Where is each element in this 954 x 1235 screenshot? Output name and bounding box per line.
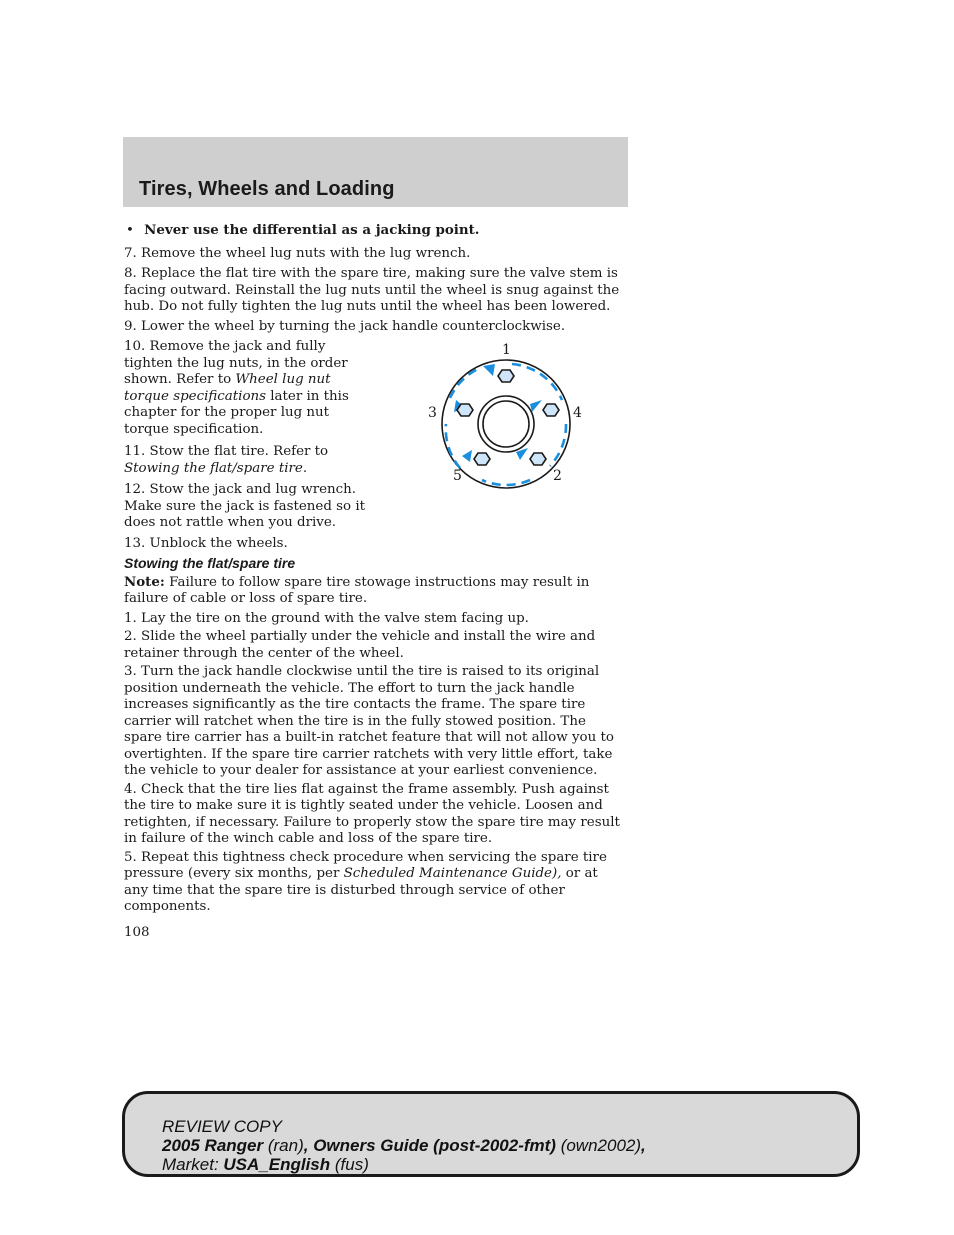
label-3: 3 bbox=[428, 405, 437, 421]
ref-scheduled-maintenance: Scheduled Maintenance Guide), bbox=[343, 866, 562, 881]
ref-stowing: Stowing the flat/spare tire bbox=[124, 460, 303, 476]
review-copy-label: REVIEW COPY bbox=[162, 1117, 282, 1136]
footer-model-line: 2005 Ranger (ran), Owners Guide (post-2002-fmt) (own2002), bbox=[162, 1136, 646, 1155]
lug-nut-1 bbox=[498, 370, 514, 382]
arrow-head-2 bbox=[530, 400, 542, 412]
step-11: 11. Stow the flat tire. Refer to Stowing the flat/spare tire. bbox=[124, 444, 329, 476]
page-number: 108 bbox=[124, 925, 150, 940]
stowing-step-2: 2. Slide the wheel partially under the vehicle and install the wire and retainer through the center of the wheel. bbox=[124, 629, 596, 661]
lug-nut-4 bbox=[543, 404, 559, 416]
hub-outer-circle bbox=[478, 396, 534, 452]
stowing-step-3: 3. Turn the jack handle clockwise until the tire is raised to its original position underneath the vehicle. The effort to turn the jack handle increases significantly as the tire contacts the frame. The spare tire carrier will ratchet when the tire is in the fully stowed position. The spare tire carrier has a built-in ratchet feature that will not allow you to overtighten. If the spare tire carrier ratchets with very little effort, take the vehicle to your dealer for assistance at your earliest convenience. bbox=[124, 664, 614, 778]
arrow-head-4 bbox=[462, 450, 472, 462]
footer-market-line: Market: USA_English (fus) bbox=[162, 1155, 369, 1174]
dashed-arc-2 bbox=[550, 424, 566, 466]
stowing-note: Note: Failure to follow spare tire stowage instructions may result in failure of cable or loss of spare tire. bbox=[124, 573, 590, 606]
lug-nut-2 bbox=[530, 453, 546, 465]
step-7: 7. Remove the wheel lug nuts with the lug wrench. bbox=[124, 245, 471, 261]
label-2: 2 bbox=[553, 468, 562, 484]
dashed-arc-3 bbox=[482, 480, 530, 485]
ref-lug-nut-torque: Wheel lug nut torque specifications bbox=[124, 372, 331, 404]
bullet-dot: • bbox=[126, 223, 134, 238]
arrow-head-1 bbox=[483, 364, 495, 376]
review-copy-text bbox=[162, 1117, 646, 1174]
step-8: 8. Replace the flat tire with the spare tire, making sure the valve stem is facing outward. Reinstall the lug nuts until the wheel is snug against the hub. Do not fully tighten the lug nuts until the wheel has been lowered. bbox=[124, 266, 620, 314]
label-1: 1 bbox=[502, 342, 511, 358]
stowing-section bbox=[124, 555, 624, 916]
step-12: 12. Stow the jack and lug wrench. Make sure the jack is fastened so it does not rattle when you drive. bbox=[124, 482, 366, 530]
hub-inner-circle bbox=[483, 401, 529, 447]
step-9: 9. Lower the wheel by turning the jack handle counterclockwise. bbox=[124, 318, 566, 334]
lug-nut-5 bbox=[474, 453, 490, 465]
label-5: 5 bbox=[453, 468, 462, 484]
lug-nut-order-diagram bbox=[420, 338, 590, 493]
stowing-heading: Stowing the flat/spare tire bbox=[124, 555, 296, 571]
step-13: 13. Unblock the wheels. bbox=[124, 535, 288, 551]
step-10: 10. Remove the jack and fully tighten the lug nuts, in the order shown. Refer to Wheel lug nut torque specifications later in this chapter for the proper lug nut torque specification. bbox=[124, 339, 349, 437]
dashed-arc-4 bbox=[446, 424, 460, 468]
note-label: Note: bbox=[124, 573, 165, 590]
narrow-text-block bbox=[124, 339, 374, 552]
stowing-step-4: 4. Check that the tire lies flat against the frame assembly. Push against the tire to make sure it is tightly seated under the vehicle. Loosen and retighten, if necessary. Failure to properly stow the spare tire may result in failure of the winch cable and loss of the spare tire. bbox=[124, 781, 620, 846]
top-text-block bbox=[124, 222, 624, 335]
stowing-step-5: 5. Repeat this tightness check procedure when servicing the spare tire pressure (every six months, per Scheduled Maintenance Guide), or at any time that the spare tire is disturbed through service of other components. bbox=[124, 849, 607, 914]
bullet-warning bbox=[124, 222, 624, 240]
lug-nut-3 bbox=[457, 404, 473, 416]
stowing-step-1: 1. Lay the tire on the ground with the valve stem facing up. bbox=[124, 610, 529, 626]
bullet-text: Never use the differential as a jacking point. bbox=[144, 222, 480, 238]
label-4: 4 bbox=[573, 405, 582, 421]
section-title: Tires, Wheels and Loading bbox=[139, 178, 395, 200]
dashed-arc-5 bbox=[450, 368, 480, 398]
